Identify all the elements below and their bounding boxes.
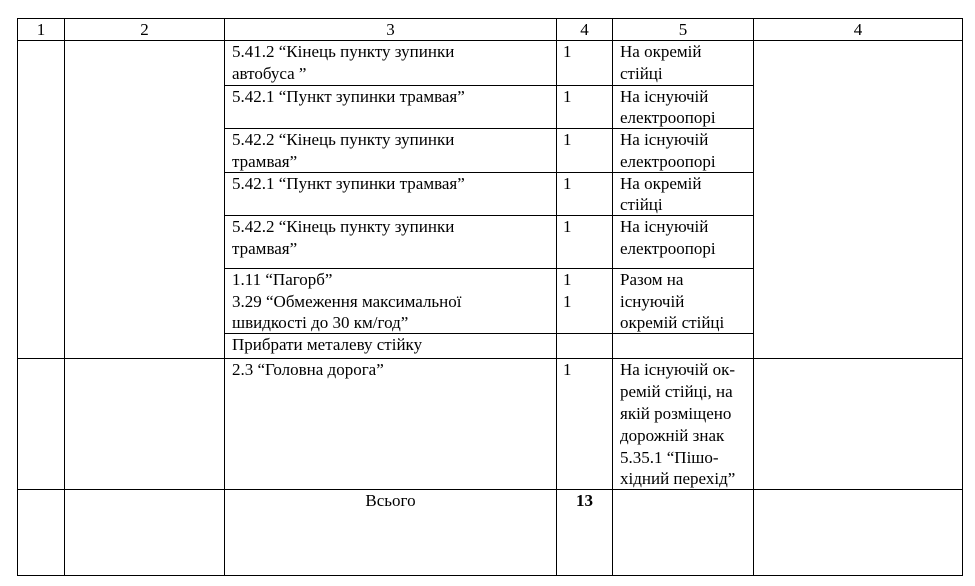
sign-cell: 5.41.2 “Кінець пункту зупинки [232, 42, 455, 61]
sign-cell: 2.3 “Головна дорога” [232, 360, 384, 379]
sign-cell: трамвая” [232, 152, 298, 171]
total-value: 13 [576, 491, 593, 510]
quantity-cell: 1 [563, 270, 572, 289]
note-cell: існуючій [620, 292, 685, 311]
note-cell: На окремій [620, 174, 702, 193]
note-cell: На існуючій [620, 217, 709, 236]
sign-cell: 5.42.2 “Кінець пункту зупинки [232, 217, 455, 236]
note-cell: дорожній знак [620, 426, 725, 445]
sign-cell: Прибрати металеву стійку [232, 335, 423, 354]
quantity-cell: 1 [563, 292, 572, 311]
note-cell: електроопорі [620, 239, 716, 258]
note-cell: електроопорі [620, 152, 716, 171]
sign-cell: 5.42.2 “Кінець пункту зупинки [232, 130, 455, 149]
note-cell [620, 359, 735, 381]
quantity-cell: 1 [563, 130, 572, 149]
note-cell: На окремій [620, 42, 702, 61]
sign-cell: 3.29 “Обмеження максимальної [232, 292, 462, 311]
sign-cell: швидкості до 30 км/год” [232, 313, 409, 332]
note-cell: хідний перехід” [620, 469, 736, 488]
header-cell: 2 [140, 20, 149, 39]
note-cell: електроопорі [620, 108, 716, 127]
note-cell: Разом на [620, 270, 684, 289]
sign-cell: 1.11 “Пагорб” [232, 270, 333, 289]
quantity-cell: 1 [563, 87, 572, 106]
note-cell: окремій стійці [620, 313, 725, 332]
quantity-cell: 1 [563, 174, 572, 193]
quantity-cell: 1 [563, 360, 572, 379]
grid-line [612, 18, 613, 576]
quantity-cell: 1 [563, 42, 572, 61]
grid-line [753, 18, 754, 576]
note-cell: На існуючій [620, 87, 709, 106]
header-cell: 5 [678, 20, 688, 39]
note-cell: стійці [620, 195, 663, 214]
note-cell: ремій стійці, на [620, 382, 733, 401]
grid-line [17, 575, 963, 576]
header-cell: 3 [386, 20, 395, 39]
total-label: Всього [365, 491, 416, 510]
note-text: На існуючій ок- [620, 360, 736, 379]
note-cell: стійці [620, 64, 663, 83]
header-cell: 4 [580, 20, 589, 39]
note-cell: якій розміщено [620, 404, 732, 423]
grid-line [17, 18, 18, 576]
quantity-cell: 1 [563, 217, 572, 236]
sign-cell: автобуса ” [232, 64, 307, 83]
sign-cell: 5.42.1 “Пункт зупинки трамвая” [232, 174, 465, 193]
grid-line [64, 18, 65, 576]
note-cell: На існуючій [620, 130, 709, 149]
header-cell: 4 [853, 20, 863, 39]
header-cell: 1 [36, 20, 46, 39]
note-cell: 5.35.1 “Пішо- [620, 448, 719, 467]
grid-line [962, 18, 963, 576]
sign-cell: 5.42.1 “Пункт зупинки трамвая” [232, 87, 465, 106]
sign-cell: трамвая” [232, 239, 298, 258]
grid-line [17, 358, 963, 359]
